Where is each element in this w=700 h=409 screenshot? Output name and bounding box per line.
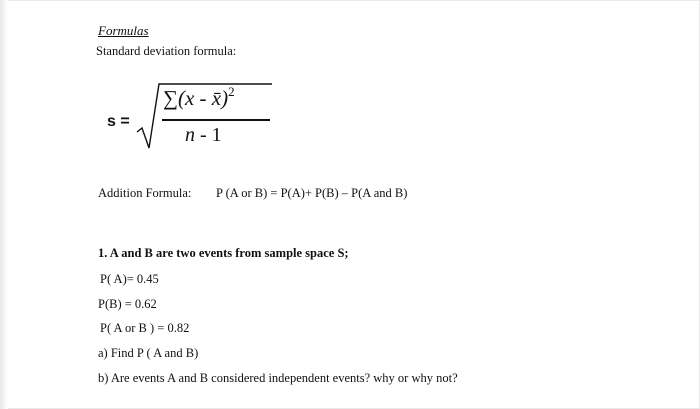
- formulas-heading: Formulas: [98, 23, 149, 38]
- fraction-bar: [162, 119, 270, 121]
- formula-denominator: [185, 124, 222, 147]
- page-edge-shadow: [0, 0, 8, 409]
- addition-formula-equation: P (A or B) = P(A)+ P(B) – P(A and B): [216, 186, 408, 200]
- question-title: 1. A and B are two events from sample space S;: [98, 246, 349, 260]
- formula-lhs: s =: [107, 113, 130, 130]
- denominator-variable: n: [185, 124, 195, 146]
- given-p-b: P(B) = 0.62: [98, 297, 157, 311]
- numerator-exponent: 2: [228, 84, 235, 99]
- question-part-b: b) Are events A and B considered independent events? why or why not?: [98, 371, 458, 385]
- addition-formula-label: Addition Formula:: [98, 186, 192, 200]
- numerator-expression: ∑(x - x̄): [163, 86, 229, 110]
- given-p-a: P( A)= 0.45: [100, 272, 159, 286]
- std-dev-formula: [107, 76, 307, 156]
- given-p-a-or-b: P( A or B ) = 0.82: [100, 321, 190, 335]
- question-part-a: a) Find P ( A and B): [98, 346, 199, 360]
- std-dev-subheading: Standard deviation formula:: [96, 44, 237, 58]
- formula-numerator: [163, 84, 235, 111]
- denominator-rest: - 1: [195, 124, 222, 146]
